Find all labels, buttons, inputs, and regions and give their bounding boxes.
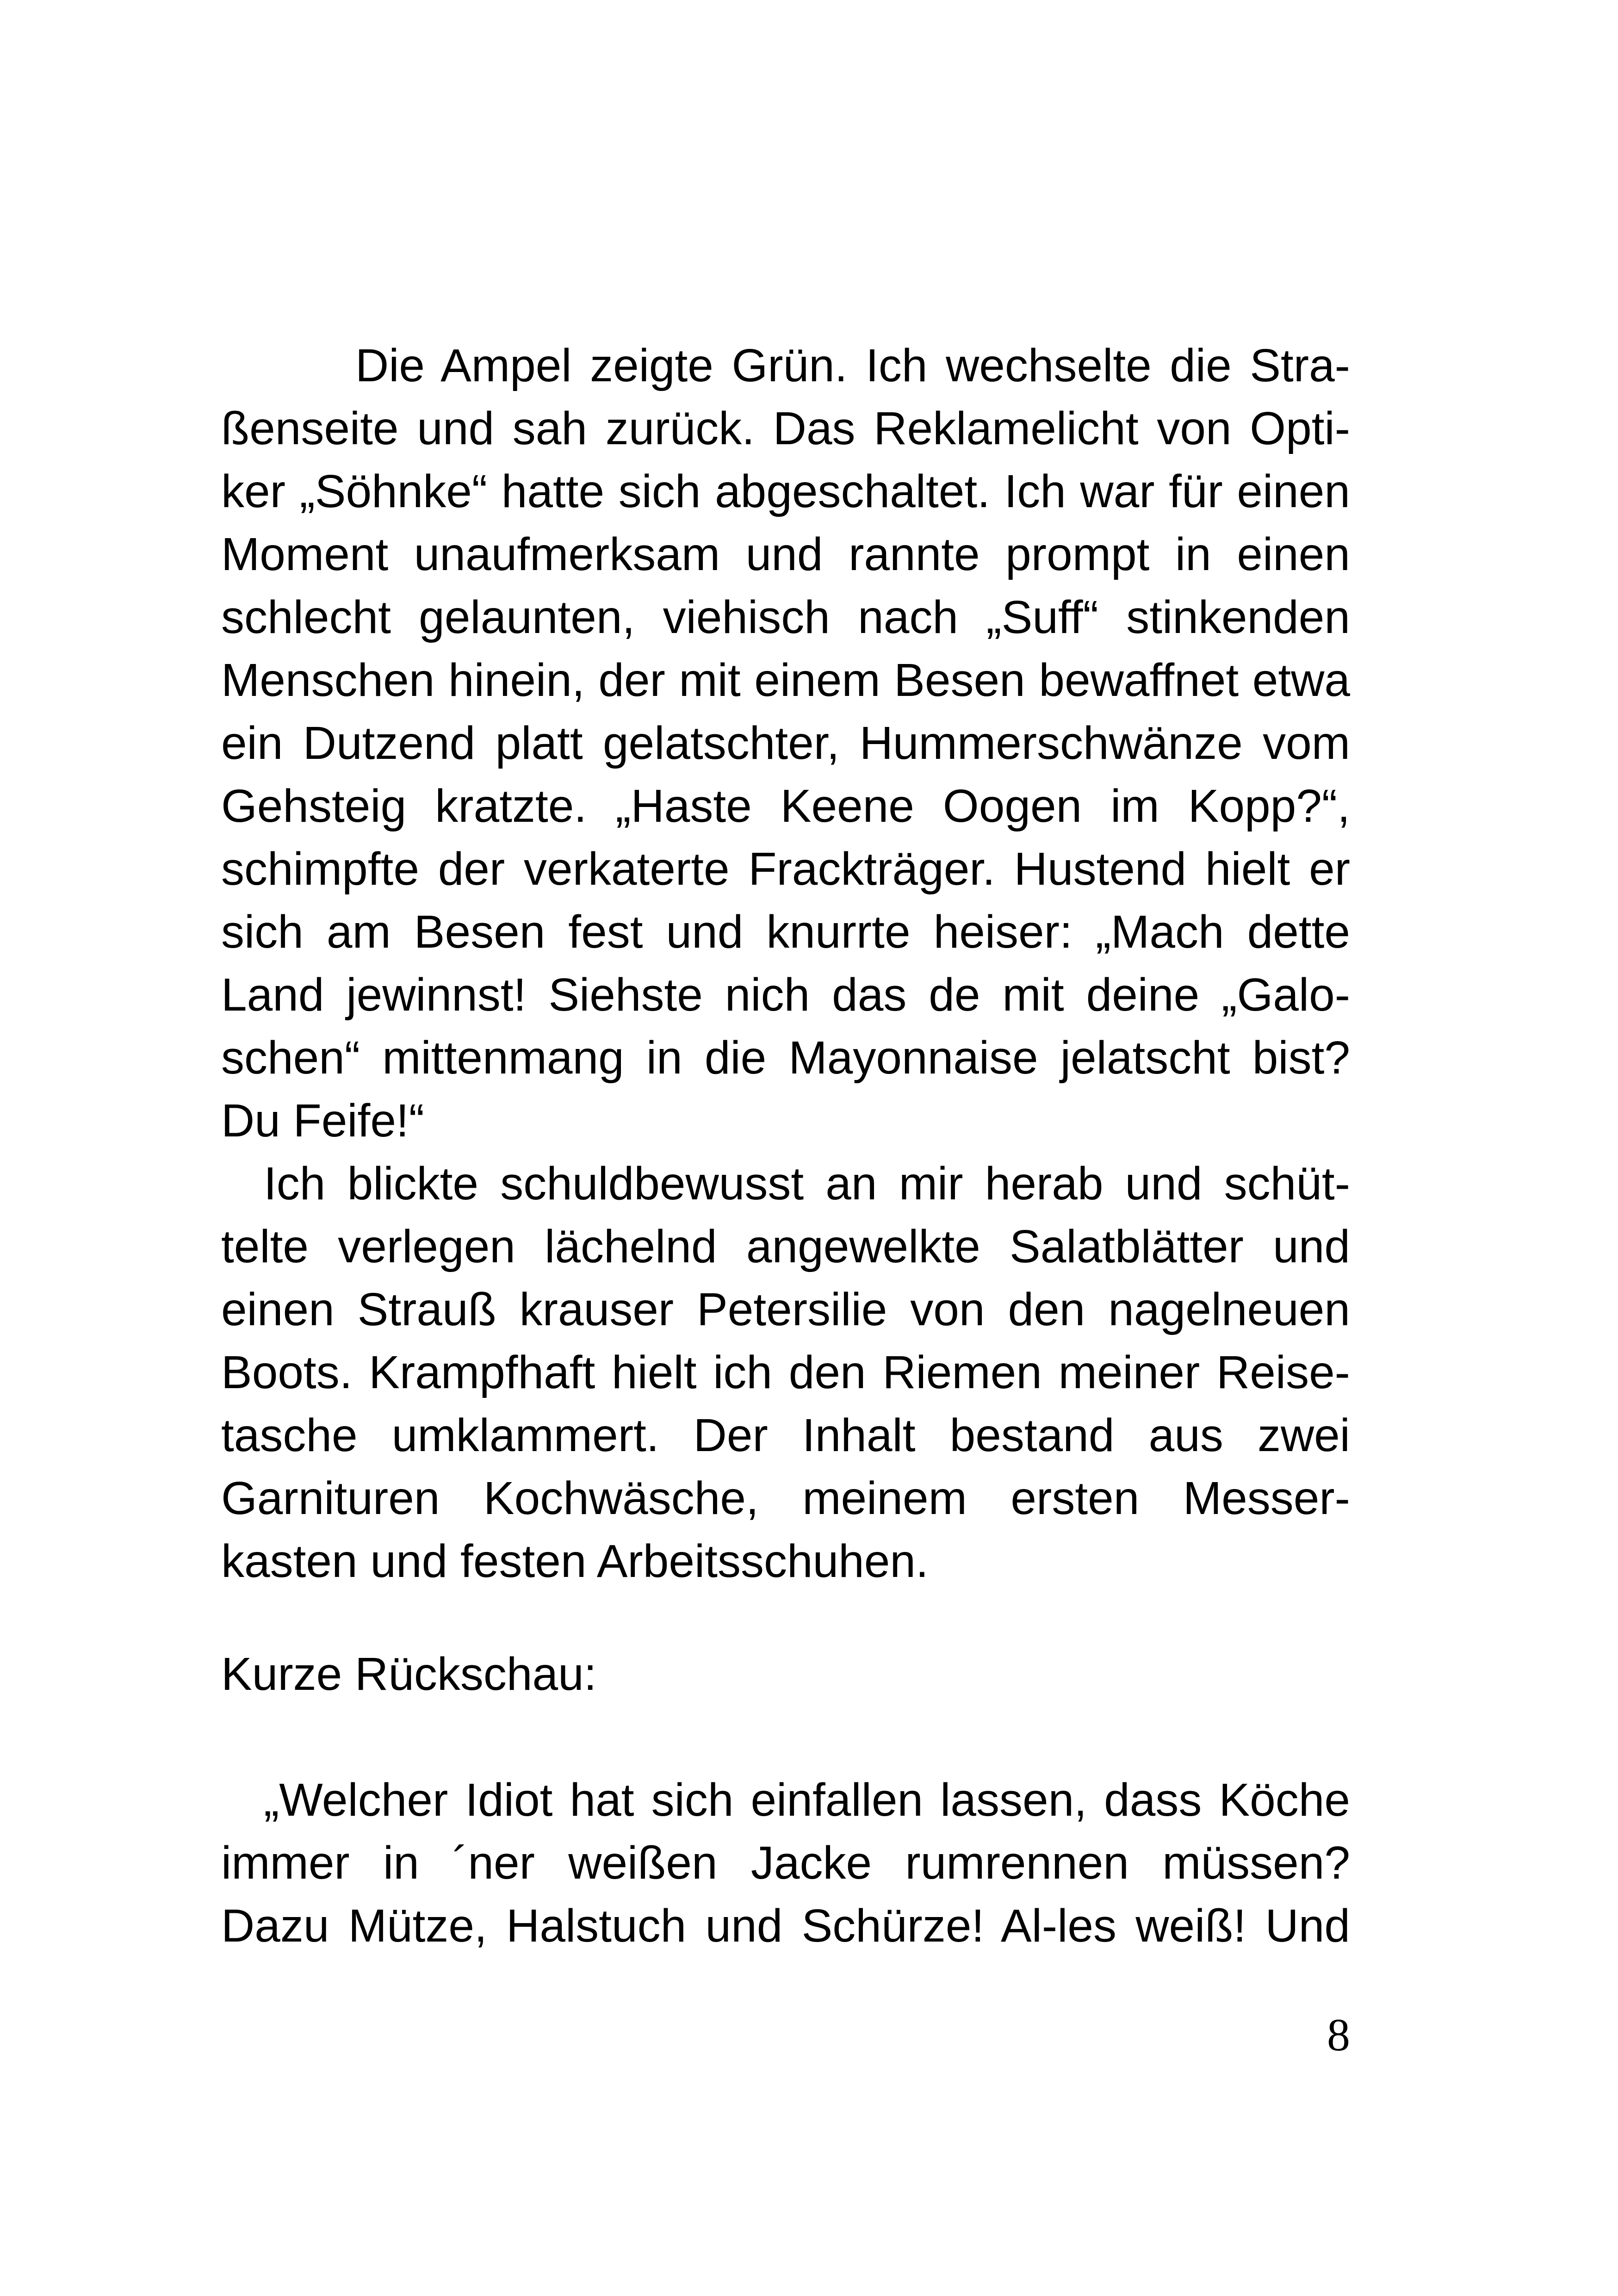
text-line: immer in ´ner weißen Jacke rumrennen müssen? bbox=[221, 1837, 1350, 1889]
text-line: Menschen hinein, der mit einem Besen bewaffnet etwa bbox=[221, 654, 1350, 706]
text-line: Die Ampel zeigte Grün. Ich wechselte die Stra- bbox=[355, 340, 1350, 391]
text-line: Moment unaufmerksam und rannte prompt in einen bbox=[221, 528, 1350, 580]
text-line: einen Strauß krauser Petersilie von den nagelneuen bbox=[221, 1284, 1350, 1335]
section-heading-block bbox=[221, 1643, 1350, 1706]
text-line: Boots. Krampfhaft hielt ich den Riemen meiner Reise- bbox=[221, 1347, 1350, 1398]
text-line: ker „Söhnke“ hatte sich abgeschaltet. Ich war für einen bbox=[221, 465, 1350, 517]
text-line: kasten und festen Arbeitsschuhen. bbox=[221, 1535, 929, 1587]
text-line: Dazu Mütze, Halstuch und Schürze! Al-les weiß! Und bbox=[221, 1900, 1350, 1952]
text-line: ein Dutzend platt gelatschter, Hummerschwänze vom bbox=[221, 717, 1350, 769]
text-line: „Welcher Idiot hat sich einfallen lassen, dass Köche bbox=[264, 1774, 1350, 1826]
text-line: Ich blickte schuldbewusst an mir herab und schüt- bbox=[264, 1158, 1350, 1210]
text-line: Gehsteig kratzte. „Haste Keene Oogen im Kopp?“, bbox=[221, 780, 1350, 832]
text-line: schen“ mittenmang in die Mayonnaise jelatscht bist? bbox=[221, 1032, 1350, 1084]
text-line: schlecht gelaunten, viehisch nach „Suff“ stinkenden bbox=[221, 591, 1350, 643]
text-line: ßenseite und sah zurück. Das Reklamelicht von Opti- bbox=[221, 403, 1350, 454]
paragraph-1 bbox=[221, 334, 1350, 1152]
text-line: Garnituren Kochwäsche, meinem ersten Messer- bbox=[221, 1472, 1350, 1524]
text-line: Du Feife!“ bbox=[221, 1095, 425, 1147]
text-line: Land jewinnst! Siehste nich das de mit deine „Galo- bbox=[221, 969, 1350, 1021]
text-line: telte verlegen lächelnd angewelkte Salatblätter und bbox=[221, 1221, 1350, 1272]
text-line: schimpfte der verkaterte Frackträger. Hustend hielt er bbox=[221, 843, 1350, 895]
text-line: sich am Besen fest und knurrte heiser: „Mach dette bbox=[221, 906, 1350, 958]
page-number: 8 bbox=[1327, 2009, 1350, 2060]
paragraph-2 bbox=[221, 1152, 1350, 1593]
text-line: tasche umklammert. Der Inhalt bestand aus zwei bbox=[221, 1409, 1350, 1461]
paragraph-3 bbox=[221, 1769, 1350, 1957]
section-heading: Kurze Rückschau: bbox=[221, 1648, 597, 1700]
